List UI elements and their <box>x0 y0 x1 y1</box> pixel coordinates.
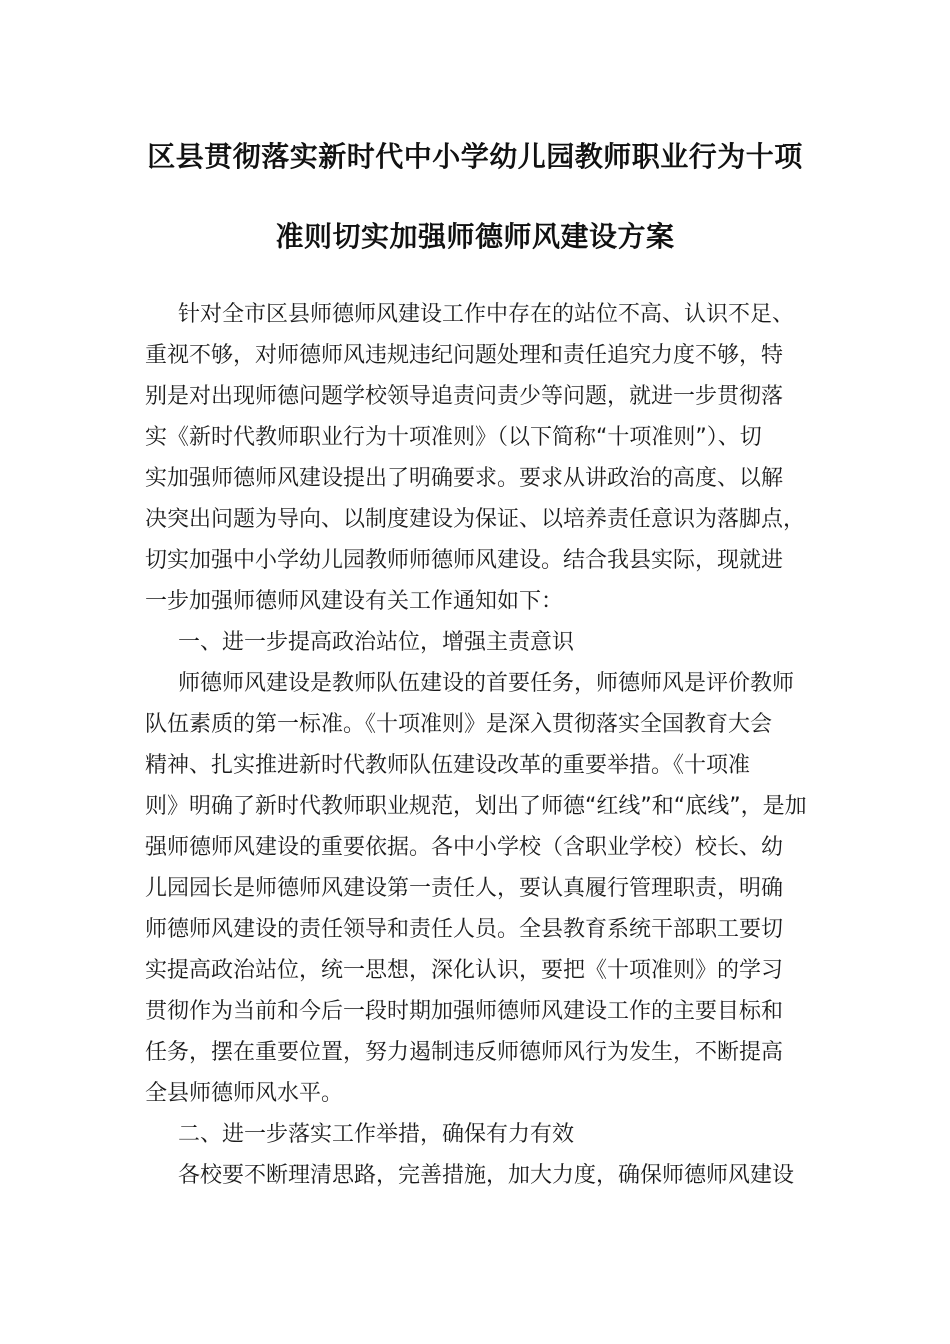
paragraph-line: 各校要不断理清思路，完善措施，加大力度，确保师德师风建设 <box>178 1163 795 1188</box>
paragraph-line: 一步加强师德师风建设有关工作通知如下： <box>145 589 564 614</box>
paragraph-line: 任务，摆在重要位置，努力遏制违反师德师风行为发生，不断提高 <box>145 1040 784 1065</box>
paragraph-line: 师德师风建设的责任领导和责任人员。全县教育系统干部职工要切 <box>145 917 784 942</box>
document-title-line-2: 准则切实加强师德师风建设方案 <box>275 220 675 253</box>
paragraph-line: 全县师德师风水平。 <box>145 1081 344 1106</box>
paragraph-line: 贯彻作为当前和今后一段时期加强师德师风建设工作的主要目标和 <box>145 999 784 1024</box>
paragraph-line: 实加强师德师风建设提出了明确要求。要求从讲政治的高度、以解 <box>145 466 784 491</box>
section-heading-1: 一、进一步提高政治站位，增强主责意识 <box>178 630 575 655</box>
paragraph-line: 师德师风建设是教师队伍建设的首要任务，师德师风是评价教师 <box>178 671 795 696</box>
paragraph-line: 针对全市区县师德师风建设工作中存在的站位不高、认识不足、 <box>178 302 795 327</box>
paragraph-line: 则》明确了新时代教师职业规范，划出了师德“红线”和“底线”，是加 <box>145 794 807 819</box>
paragraph-line: 别是对出现师德问题学校领导追责问责少等问题，就进一步贯彻落 <box>145 384 784 409</box>
paragraph-line: 队伍素质的第一标准。《十项准则》是深入贯彻落实全国教育大会 <box>145 712 773 737</box>
paragraph-line: 重视不够，对师德师风违规违纪问题处理和责任追究力度不够，特 <box>145 343 784 368</box>
paragraph-line: 强师德师风建设的重要依据。各中小学校（含职业学校）校长、幼 <box>145 835 784 860</box>
paragraph-line: 切实加强中小学幼儿园教师师德师风建设。结合我县实际，现就进 <box>145 548 784 573</box>
document-title-line-1: 区县贯彻落实新时代中小学幼儿园教师职业行为十项 <box>147 140 803 173</box>
paragraph-line: 实提高政治站位，统一思想，深化认识，要把《十项准则》的学习 <box>145 958 784 983</box>
paragraph-line: 儿园园长是师德师风建设第一责任人，要认真履行管理职责，明确 <box>145 876 784 901</box>
paragraph-line: 精神、扎实推进新时代教师队伍建设改革的重要举措。《十项准 <box>145 753 751 778</box>
section-heading-2: 二、进一步落实工作举措，确保有力有效 <box>178 1122 575 1147</box>
paragraph-line: 实《新时代教师职业行为十项准则》（以下简称“十项准则”）、切 <box>145 425 762 450</box>
paragraph-line: 决突出问题为导向、以制度建设为保证、以培养责任意识为落脚点， <box>145 507 806 532</box>
